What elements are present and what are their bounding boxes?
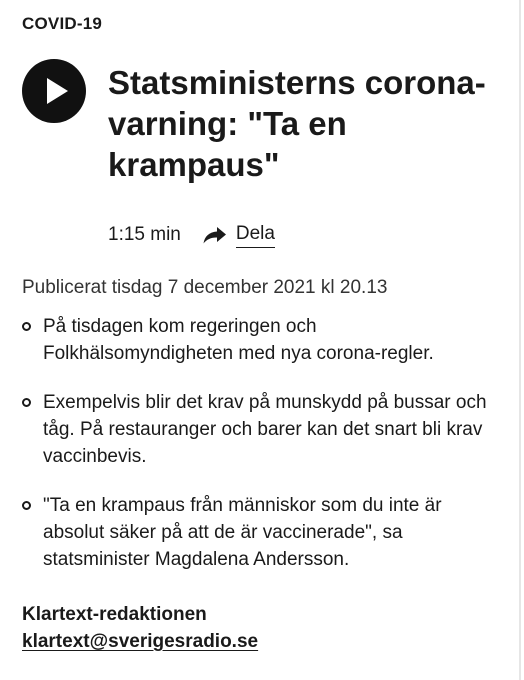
category-label: COVID-19 <box>22 14 103 33</box>
author-email-link[interactable]: klartext@sverigesradio.se <box>22 631 259 652</box>
share-label: Dela <box>236 223 275 248</box>
audio-duration: 1:15 min <box>108 224 181 245</box>
share-arrow-icon <box>202 225 228 245</box>
list-item-text: På tisdagen kom regeringen och Folkhälsomyndigheten med nya corona-regler. <box>43 316 434 364</box>
bullet-icon <box>22 322 31 331</box>
article-title: Statsministerns corona-varning: "Ta en krampaus" <box>108 64 486 183</box>
bullet-icon <box>22 501 31 510</box>
scroll-edge-divider <box>519 0 521 680</box>
audio-meta <box>108 221 275 249</box>
summary-list <box>22 313 492 573</box>
list-item-text: Exempelvis blir det krav på munskydd på bussar och tåg. På restauranger och barer kan det snart bli krav vaccinbevis. <box>43 392 487 467</box>
play-icon <box>22 59 86 123</box>
author-name: Klartext-redaktionen <box>22 604 207 625</box>
share-button[interactable] <box>202 223 275 248</box>
list-item <box>22 492 492 573</box>
bullet-icon <box>22 398 31 407</box>
published-date: Publicerat tisdag 7 december 2021 kl 20.13 <box>22 277 388 298</box>
play-button[interactable] <box>22 59 86 123</box>
list-item <box>22 389 492 470</box>
list-item-text: "Ta en krampaus från människor som du inte är absolut säker på att de är vaccinerade", sa statsminister Magdalena Andersson. <box>43 495 442 570</box>
list-item <box>22 313 492 367</box>
